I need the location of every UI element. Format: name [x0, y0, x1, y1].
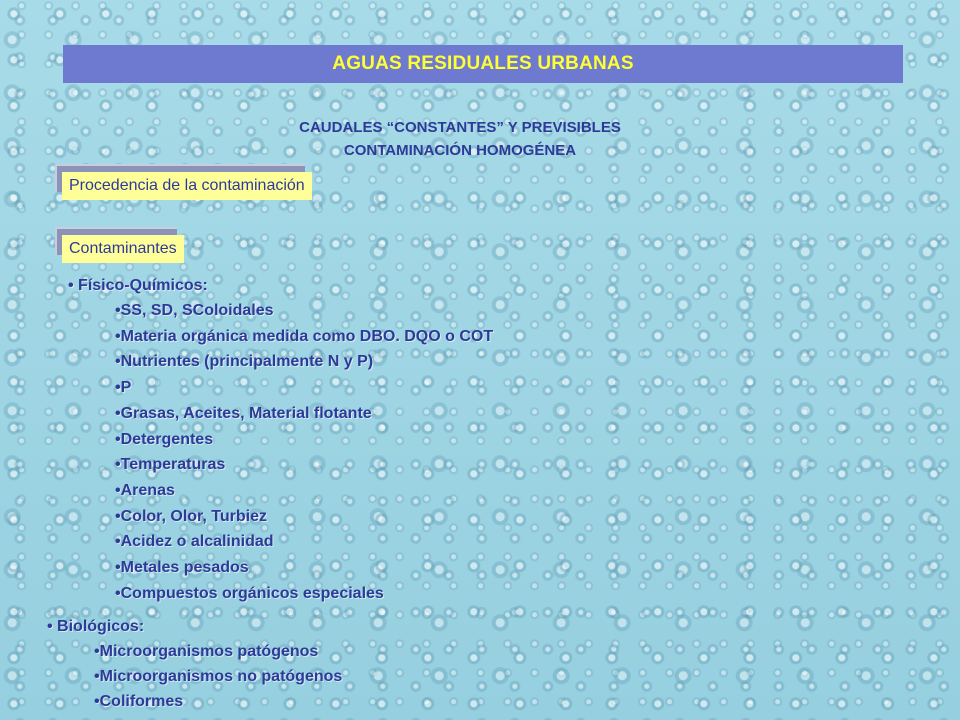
list-item: • Temperaturas	[115, 452, 493, 478]
fisicoquimicos-list	[68, 273, 493, 606]
page-title: AGUAS RESIDUALES URBANAS	[332, 53, 634, 74]
list-item: • Compuestos orgánicos especiales	[115, 581, 493, 607]
procedencia-box	[62, 172, 312, 200]
contaminantes-box	[62, 235, 184, 263]
list-item: • Grasas, Aceites, Material flotante	[115, 401, 493, 427]
list-item: • Metales pesados	[115, 555, 493, 581]
list-item: • Arenas	[115, 478, 493, 504]
biologicos-items	[47, 639, 342, 714]
list-item: • Microorganismos patógenos	[94, 639, 342, 664]
list-item: • Color, Olor, Turbiez	[115, 504, 493, 530]
list-item: • Acidez o alcalinidad	[115, 529, 493, 555]
procedencia-label: Procedencia de la contaminación	[62, 172, 312, 200]
list-item: • Detergentes	[115, 427, 493, 453]
biologicos-list	[47, 614, 342, 714]
list-item: • SS, SD, SColoidales	[115, 298, 493, 324]
list-item: • Microorganismos no patógenos	[94, 664, 342, 689]
subtitle-line-2: CONTAMINACIÓN HOMOGÉNEA	[343, 142, 577, 159]
biologicos-heading: • Biológicos:	[47, 614, 342, 639]
subtitle	[0, 116, 920, 162]
fisicoquimicos-heading: • Físico-Químicos:	[68, 273, 493, 298]
list-item: • Nutrientes (principalmente N y P)	[115, 349, 493, 375]
contaminantes-label: Contaminantes	[62, 235, 184, 263]
fisicoquimicos-items	[68, 298, 493, 606]
subtitle-line-1: CAUDALES “CONSTANTES” Y PREVISIBLES	[299, 119, 621, 136]
list-item: • Coliformes	[94, 689, 342, 714]
list-item: • P	[115, 375, 493, 401]
title-bar	[63, 45, 903, 83]
list-item: • Materia orgánica medida como DBO. DQO o COT	[115, 324, 493, 350]
